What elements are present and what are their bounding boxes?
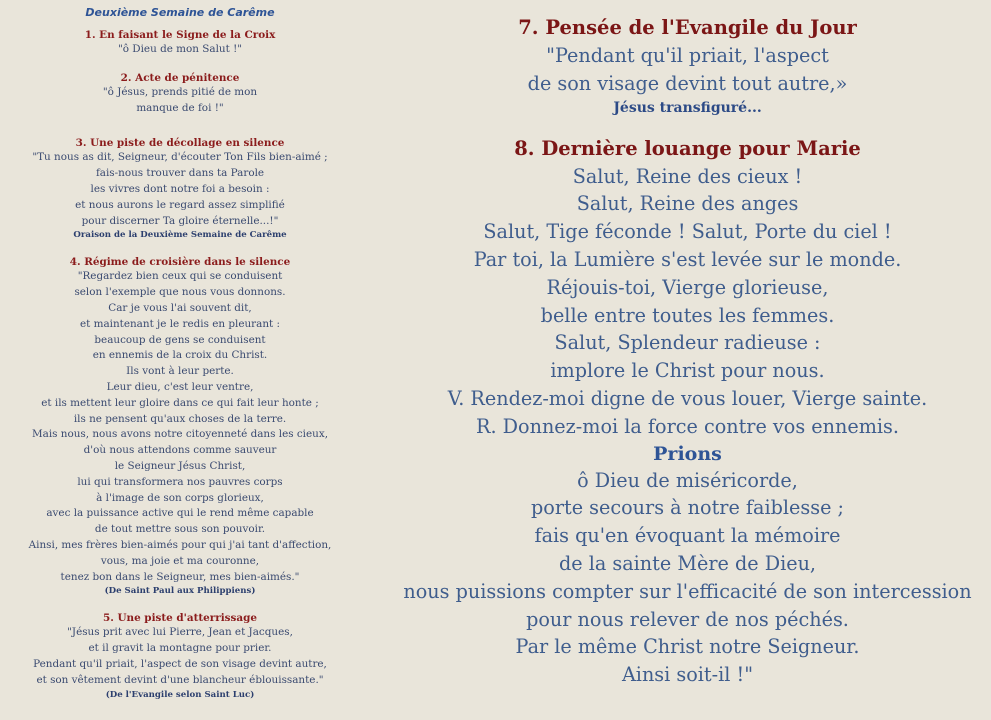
text-line: Car je vous l'ai souvent dit, [108,301,252,314]
text-line: V. Rendez-moi digne de vous louer, Vierge sainte. [447,386,928,410]
text-line: "Tu nous as dit, Seigneur, d'écouter Ton Fils bien-aimé ; [32,151,328,164]
text-line: "Pendant qu'il priait, l'aspect [546,44,829,67]
text-line: "ô Dieu de mon Salut !" [117,43,243,55]
text-line: Pendant qu'il priait, l'aspect de son visage devint autre, [33,657,327,670]
text-line: Salut, Tige féconde ! Salut, Porte du ciel ! [483,220,892,244]
section-title: 3. Une piste de décollage en silence [75,137,285,150]
section-title: 8. Dernière louange pour Marie [514,136,861,160]
text-line: Ainsi soit-il !" [621,663,754,687]
text-line: et ils mettent leur gloire dans ce qui fait leur honte ; [41,396,319,409]
text-line: R. Donnez-moi la force contre vos ennemis. [476,414,899,438]
text-line: avec la puissance active qui le rend même capable [46,507,314,520]
text-line: Par toi, la Lumière s'est levée sur le monde. [473,247,902,271]
source-reference: (De Saint Paul aux Philippiens) [104,586,256,597]
section-title: 7. Pensée de l'Evangile du Jour [518,16,857,39]
text-line: porte secours à notre faiblesse ; [531,496,844,520]
text-line: belle entre toutes les femmes. [540,303,835,327]
text-line: "Regardez bien ceux qui se conduisent [77,270,283,283]
text-line: tenez bon dans le Seigneur, mes bien-aimés." [60,570,300,583]
prions-heading: Prions [653,442,722,465]
text-line: fais qu'en évoquant la mémoire [534,524,841,548]
section-cruise [10,255,350,598]
section-penitence [10,71,350,117]
text-line: Salut, Reine des cieux ! [572,164,803,188]
text-line: Ainsi, mes frères bien-aimés pour qui j'ai tant d'affection, [28,538,332,551]
text-line: "ô Jésus, prends pitié de mon [102,85,258,98]
text-line: implore le Christ pour nous. [550,359,825,383]
section-title: 5. Une piste d'atterrissage [103,612,257,625]
text-line: Salut, Reine des anges [576,192,799,216]
text-line: "Jésus prit avec lui Pierre, Jean et Jacques, [67,626,293,639]
text-line: à l'image de son corps glorieux, [96,491,264,504]
text-line: ils ne pensent qu'aux choses de la terre. [73,412,287,425]
text-line: vous, ma joie et ma couronne, [100,554,260,567]
week-title: Deuxième Semaine de Carême [85,6,275,19]
right-column [395,14,980,689]
section-title: 1. En faisant le Signe de la Croix [84,29,276,41]
text-line: Salut, Splendeur radieuse : [554,331,821,355]
text-line: et maintenant je le redis en pleurant : [79,317,281,330]
text-line: et son vêtement devint d'une blancheur éblouissante." [36,673,324,686]
text-line: fais-nous trouver dans ta Parole [95,167,265,180]
text-line: et il gravit la montagne pour prier. [88,642,272,655]
text-line: de tout mettre sous son pouvoir. [94,523,266,536]
section-title: 2. Acte de pénitence [120,71,240,84]
text-line: Leur dieu, c'est leur ventre, [106,380,254,393]
section-takeoff [10,136,350,242]
section-title: 4. Régime de croisière dans le silence [69,256,291,269]
text-line: le Seigneur Jésus Christ, [114,459,246,472]
text-line: Ils vont à leur perte. [126,365,234,378]
section-marian-praise [395,135,980,689]
section-sign-of-cross [10,28,350,58]
section-landing [10,611,350,701]
text-line: selon l'exemple que nous vous donnons. [74,286,286,299]
text-line: en ennemis de la croix du Christ. [92,349,268,362]
text-line: ô Dieu de miséricorde, [577,468,798,492]
left-column [10,6,350,710]
text-line: Par le même Christ notre Seigneur. [515,635,860,659]
text-line: pour discerner Ta gloire éternelle...!" [81,214,279,227]
text-line: lui qui transformera nos pauvres corps [77,475,283,488]
text-line: et nous aurons le regard assez simplifié [75,198,285,211]
text-line: d'où nous attendons comme sauveur [83,444,277,457]
source-reference: (De l'Evangile selon Saint Luc) [105,689,255,700]
text-line: les vivres dont notre foi a besoin : [90,182,270,195]
text-line: de la sainte Mère de Dieu, [558,551,817,575]
subtitle: Jésus transfiguré... [613,99,762,116]
text-line: Mais nous, nous avons notre citoyenneté dans les cieux, [31,428,329,441]
text-line: nous puissions compter sur l'efficacité de son intercession [403,579,972,603]
text-line: beaucoup de gens se conduisent [94,333,266,346]
section-gospel-thought [395,14,980,118]
text-line: de son visage devint tout autre,» [527,71,848,95]
text-line: manque de foi !" [136,101,224,114]
source-reference: Oraison de la Deuxième Semaine de Carême [73,230,287,241]
text-line: Réjouis-toi, Vierge glorieuse, [546,275,829,299]
text-line: pour nous relever de nos péchés. [526,607,849,631]
